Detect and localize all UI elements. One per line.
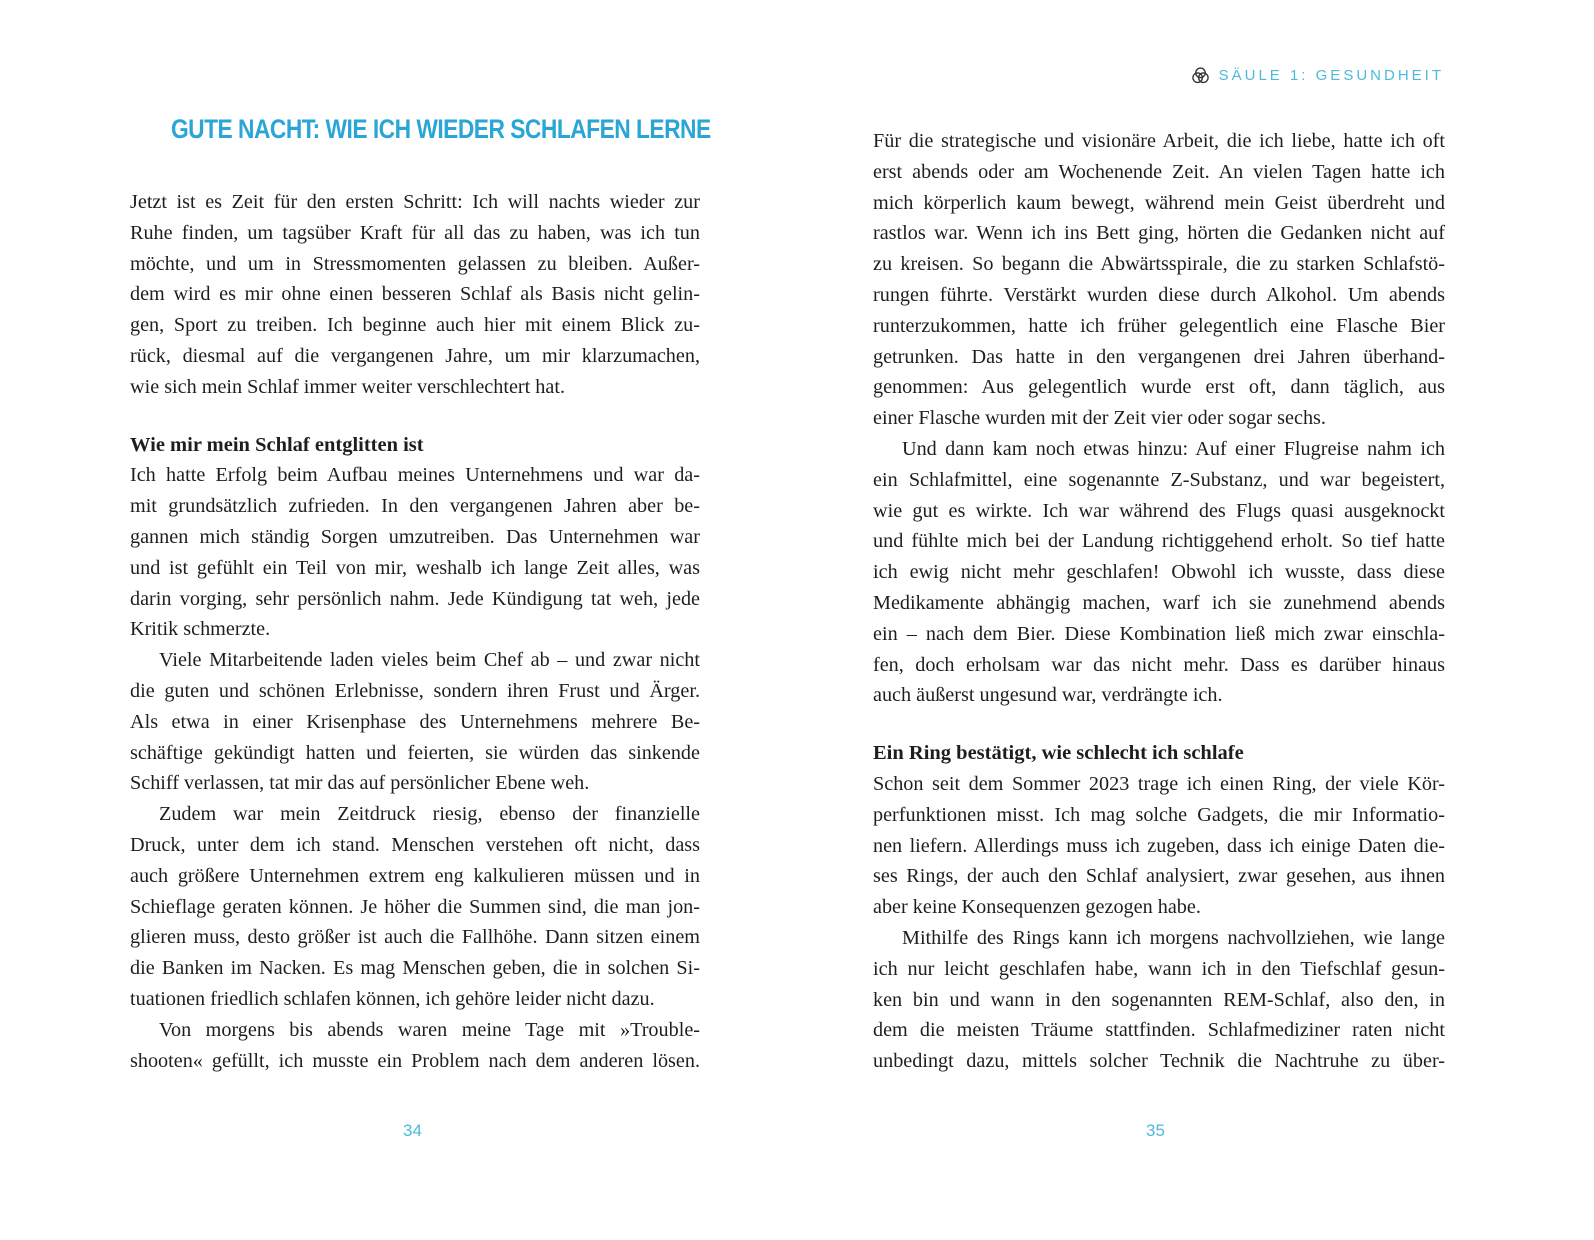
left-page-body — [130, 187, 700, 1076]
text-line: ken bin und wann in den sogenannten REM-Schlaf, also den, in — [873, 988, 1445, 1011]
text-line: Kritik schmerzte. — [130, 618, 271, 641]
text-line: dem die meisten Träume stattfinden. Schlafmediziner raten nicht — [873, 1019, 1445, 1042]
text-line: auch größere Unternehmen extrem eng kalkulieren müssen und in — [130, 864, 700, 887]
intro-paragraph — [130, 187, 700, 403]
text-line: Zudem war mein Zeitdruck riesig, ebenso der finanzielle — [159, 803, 700, 826]
text-line: aber keine Konsequenzen gezogen habe. — [873, 896, 1201, 919]
text-line: möchte, und um in Stressmomenten gelassen zu bleiben. Außer- — [130, 252, 700, 275]
text-line: wie gut es wirkte. Ich war während des Flugs quasi ausgeknockt — [873, 499, 1445, 522]
body-paragraph — [130, 645, 700, 799]
text-line: unbedingt dazu, mittels solcher Technik die Nachtruhe zu über- — [873, 1050, 1445, 1073]
text-line: dem wird es mir ohne einen besseren Schlaf als Basis nicht gelin- — [130, 283, 700, 306]
page-number: 35 — [1146, 1121, 1165, 1140]
text-line: nen liefern. Allerdings muss ich zugeben, dass ich einige Daten die- — [873, 834, 1445, 857]
text-line: wie sich mein Schlaf immer weiter verschlechtert hat. — [130, 375, 565, 398]
section-heading: Wie mir mein Schlaf entglitten ist — [130, 433, 424, 456]
text-line: erst abends oder am Wochenende Zeit. An vielen Tagen hatte ich — [873, 160, 1445, 183]
text-line: Medikamente abhängig machen, warf ich sie zunehmend abends — [873, 591, 1445, 614]
body-paragraph — [873, 434, 1445, 711]
text-line: ein Schlafmittel, eine sogenannte Z-Substanz, und war begeistert, — [873, 468, 1445, 491]
right-page-body — [873, 126, 1445, 1077]
body-paragraph — [130, 460, 700, 645]
text-line: auch äußerst ungesund war, verdrängte ich. — [873, 684, 1223, 707]
body-paragraph — [130, 799, 700, 1015]
text-line: zu kreisen. So begann die Abwärtsspirale, die zu starken Schlafstö- — [873, 253, 1445, 276]
text-line: Druck, unter dem ich stand. Menschen verstehen oft nicht, dass — [130, 833, 700, 856]
text-line: Von morgens bis abends waren meine Tage mit »Trouble- — [159, 1018, 700, 1041]
text-line: tuationen friedlich schlafen können, ich gehöre leider nicht dazu. — [130, 987, 655, 1010]
text-line: rastlos war. Wenn ich ins Bett ging, hörten die Gedanken nicht auf — [873, 222, 1445, 245]
text-line: glieren muss, desto größer ist auch die Fallhöhe. Dann sitzen einem — [130, 926, 700, 949]
text-line: Und dann kam noch etwas hinzu: Auf einer Flugreise nahm ich — [902, 437, 1445, 460]
three-circles-icon — [1191, 66, 1210, 85]
text-line: Schon seit dem Sommer 2023 trage ich einen Ring, der viele Kör- — [873, 772, 1445, 795]
text-line: getrunken. Das hatte in den vergangenen drei Jahren überhand- — [873, 345, 1445, 368]
right-page — [797, 0, 1594, 1240]
text-line: ses Rings, der auch den Schlaf analysiert, zwar gesehen, aus ihnen — [873, 865, 1445, 888]
running-head-text: SÄULE 1: GESUNDHEIT — [1218, 67, 1444, 84]
body-paragraph — [873, 923, 1445, 1077]
running-head — [1191, 66, 1444, 85]
text-line: die Banken im Nacken. Es mag Menschen geben, die in solchen Si- — [130, 957, 700, 980]
chapter-title: GUTE NACHT: WIE ICH WIEDER SCHLAFEN LERNE — [170, 114, 711, 144]
text-line: und ist gefühlt ein Teil von mir, weshalb ich lange Zeit alles, was — [130, 556, 700, 579]
text-line: darin vorging, sehr persönlich nahm. Jede Kündigung tat weh, jede — [130, 587, 700, 610]
text-line: Viele Mitarbeitende laden vieles beim Chef ab – und zwar nicht — [159, 649, 700, 672]
text-line: Ruhe finden, um tagsüber Kraft für all das zu haben, was ich tun — [130, 221, 700, 244]
text-line: die guten und schönen Erlebnisse, sondern ihren Frust und Ärger. — [130, 679, 700, 702]
body-paragraph — [873, 769, 1445, 923]
text-line: gen, Sport zu treiben. Ich beginne auch hier mit einem Blick zu- — [130, 314, 700, 337]
text-line: ich ewig nicht mehr geschlafen! Obwohl ich wusste, dass diese — [873, 561, 1445, 584]
page-number: 34 — [403, 1121, 422, 1140]
text-line: Mithilfe des Rings kann ich morgens nachvollziehen, wie lange — [902, 926, 1445, 949]
text-line: perfunktionen misst. Ich mag solche Gadgets, die mir Informatio- — [873, 803, 1445, 826]
text-line: mit grundsätzlich zufrieden. In den vergangenen Jahren aber be- — [130, 495, 700, 518]
text-line: gannen mich ständig Sorgen umzutreiben. Das Unternehmen war — [130, 525, 700, 548]
text-line: Als etwa in einer Krisenphase des Unternehmens mehrere Be- — [130, 710, 700, 733]
text-line: Schieflage geraten können. Je höher die Summen sind, die man jon- — [130, 895, 700, 918]
text-line: rück, diesmal auf die vergangenen Jahre, um mir klarzumachen, — [130, 344, 700, 367]
text-line: runterzukommen, hatte ich früher gelegentlich eine Flasche Bier — [873, 314, 1445, 337]
text-line: Ich hatte Erfolg beim Aufbau meines Unternehmens und war da- — [130, 464, 700, 487]
body-paragraph — [873, 126, 1445, 434]
body-paragraph — [130, 1015, 700, 1077]
text-line: einer Flasche wurden mit der Zeit vier oder sogar sechs. — [873, 407, 1326, 430]
text-line: Für die strategische und visionäre Arbeit, die ich liebe, hatte ich oft — [873, 130, 1445, 152]
text-line: fen, doch erholsam war das nicht mehr. Dass es darüber hinaus — [873, 653, 1445, 676]
text-line: Schiff verlassen, tat mir das auf persönlicher Ebene weh. — [130, 772, 590, 795]
text-line: rungen führte. Verstärkt wurden diese durch Alkohol. Um abends — [873, 283, 1445, 306]
text-line: Jetzt ist es Zeit für den ersten Schritt: Ich will nachts wieder zur — [130, 191, 700, 213]
text-line: und fühlte mich bei der Landung richtiggehend erholt. So tief hatte — [873, 530, 1445, 553]
text-line: ich nur leicht geschlafen habe, wann ich in den Tiefschlaf gesun- — [873, 957, 1445, 980]
text-line: schäftige gekündigt hatten und feierten, sie würden das sinkende — [130, 741, 700, 764]
text-line: shooten« gefüllt, ich musste ein Problem nach dem anderen lösen. — [130, 1049, 700, 1072]
text-line: mich körperlich kaum bewegt, während mein Geist überdreht und — [873, 191, 1445, 214]
section-heading: Ein Ring bestätigt, wie schlecht ich schlafe — [873, 742, 1244, 765]
text-line: ein – nach dem Bier. Diese Kombination ließ mich zwar einschla- — [873, 622, 1445, 645]
text-line: genommen: Aus gelegentlich wurde erst oft, dann täglich, aus — [873, 376, 1445, 399]
